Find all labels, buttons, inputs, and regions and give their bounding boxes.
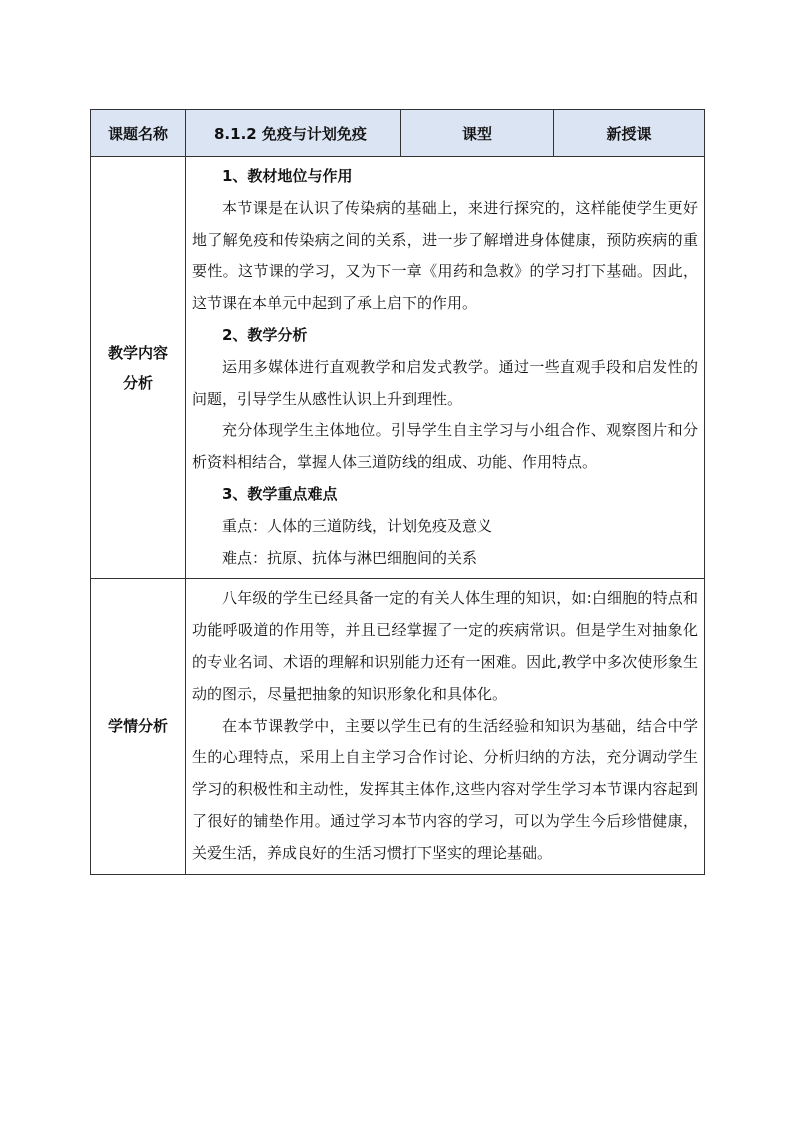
paragraph: 本节课是在认识了传染病的基础上，来进行探究的，这样能使学生更好地了解免疫和传染病之间的关系，进一步了解增进身体健康，预防疾病的重要性。这节课的学习，又为下一章《用药和急救》的学习打下基础。因此，这节课在本单元中起到了承上启下的作用。 — [192, 198, 698, 313]
student-analysis-label: 学情分析 — [91, 579, 186, 874]
content-analysis-label — [91, 157, 186, 579]
paragraph: 充分体现学生主体地位。引导学生自主学习与小组合作、观察图片和分析资料相结合，掌握人体三道防线的组成、功能、作用特点。 — [192, 421, 698, 472]
paragraph: 运用多媒体进行直观教学和启发式教学。通过一些直观手段和启发性的问题，引导学生从感性认识上升到理性。 — [192, 357, 698, 408]
lesson-plan-table — [90, 109, 705, 875]
paragraph: 八年级的学生已经具备一定的有关人体生理的知识，如:白细胞的特点和功能呼吸道的作用等，并且已经掌握了一定的疾病常识。但是学生对抽象化的专业名词、术语的理解和识别能力还有一困难。因此,教学中多次使形象生动的图示，尽量把抽象的知识形象化和具体化。 — [192, 589, 698, 703]
course-title: 8.1.2 免疫与计划免疫 — [186, 110, 401, 157]
student-analysis-row — [91, 579, 705, 874]
content-analysis-label-line2: 分析 — [122, 373, 153, 392]
course-name-label: 课题名称 — [91, 110, 186, 157]
section-heading: 3、教学重点难点 — [222, 484, 338, 503]
header-row — [91, 110, 705, 157]
lesson-type-value: 新授课 — [554, 110, 705, 157]
content-analysis-row — [91, 157, 705, 579]
content-analysis-body — [186, 157, 705, 579]
section-heading: 1、教材地位与作用 — [222, 167, 353, 185]
paragraph: 在本节课教学中，主要以学生已有的生活经验和知识为基础，结合中学生的心理特点，采用上自主学习合作讨论、分析归纳的方法，充分调动学生学习的积极性和主动性，发挥其主体作,这些内容对学生学习本节课内容起到了很好的铺垫作用。通过学习本节内容的学习，可以为学生今后珍惜健康，关爱生活，养成良好的生活习惯打下坚实的理论基础。 — [192, 716, 698, 862]
difficult-point: 难点：抗原、抗体与淋巴细胞间的关系 — [222, 548, 478, 567]
section-heading: 2、教学分析 — [222, 325, 308, 344]
key-point: 重点：人体的三道防线，计划免疫及意义 — [222, 516, 493, 535]
content-analysis-label-line1: 教学内容 — [107, 343, 168, 362]
student-analysis-body — [186, 579, 705, 874]
lesson-type-label: 课型 — [401, 110, 554, 157]
